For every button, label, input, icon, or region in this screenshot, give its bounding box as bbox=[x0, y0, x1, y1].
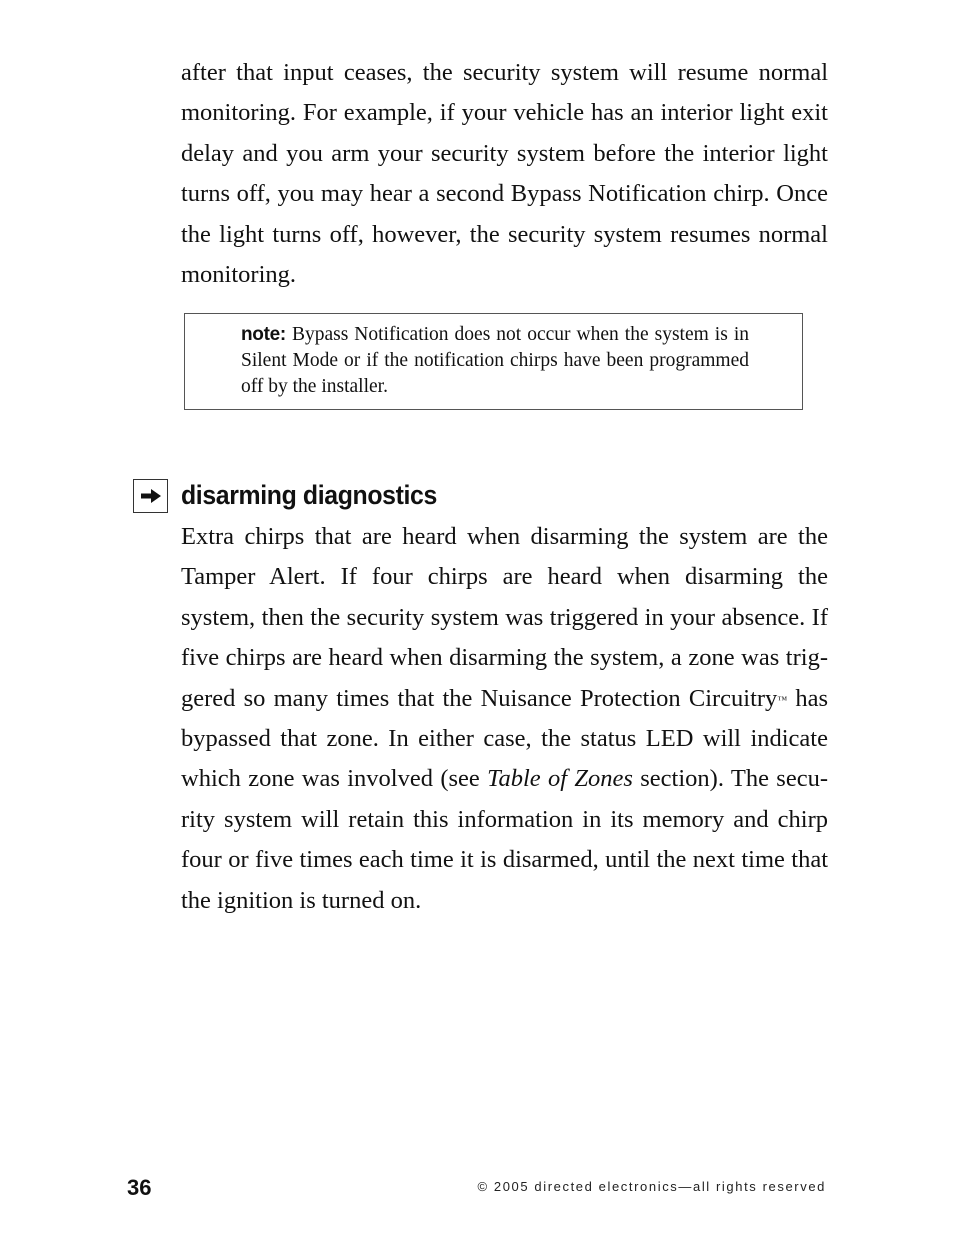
copyright-notice: © 2005 directed electronics—all rights reserved bbox=[477, 1179, 826, 1194]
section-heading: disarming diagnostics bbox=[181, 480, 437, 510]
page-number: 36 bbox=[127, 1175, 152, 1200]
intro-paragraph: after that input ceases, the security system will resume normal monitoring. For example, if your vehicle has an interior light exit delay and you arm your security system before the interior light turns off, you may hear a second Bypass Notification chirp. Once the light turns off, however, the security system resumes normal monitoring. bbox=[181, 59, 828, 289]
note-box bbox=[184, 313, 803, 410]
diagnostics-text-2: has bypassed that zone. In either case, the status LED will indicate which zone was involved (see bbox=[181, 684, 828, 793]
note-label: note: bbox=[241, 324, 286, 345]
trademark-symbol: ™ bbox=[777, 694, 788, 706]
right-arrow-icon bbox=[139, 487, 163, 505]
note-text: Bypass Notification does not occur when the system is in Silent Mode or if the notification chirps have been programmed off by the installer. bbox=[241, 324, 749, 397]
table-of-zones-reference: Table of Zones bbox=[487, 765, 633, 793]
diagnostics-text-3: section). The security system will retain this information in its memory and chirp four or five times each time it is disarmed, until the next time that the ignition is turned on. bbox=[181, 765, 828, 914]
section-arrow-box bbox=[133, 479, 168, 513]
diagnostics-text-1: Extra chirps that are heard when disarming the system are the Tamper Alert. If four chirps are heard when disarming the system, then the security system was triggered in your absence. If five chirps are heard when disarming the system, a zone was triggered so many times that the Nuisance Protection Circuitry bbox=[181, 523, 828, 712]
diagnostics-paragraph bbox=[181, 517, 828, 921]
note-content bbox=[241, 322, 749, 400]
